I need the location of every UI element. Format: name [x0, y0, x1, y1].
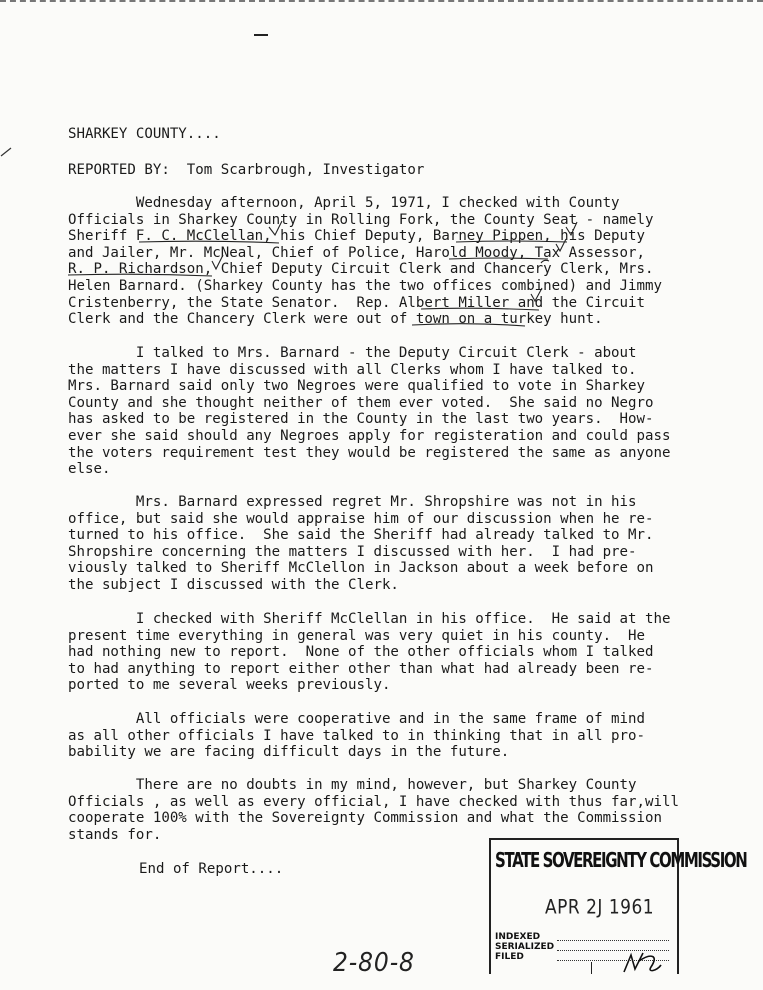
- text-line: Wednesday afternoon, April 5, 1971, I checked with County: [68, 195, 620, 211]
- text-line: Mrs. Barnard said only two Negroes were qualified to vote in Sharkey: [68, 378, 645, 395]
- text-line: the subject I discussed with the Clerk.: [68, 576, 399, 593]
- stamp-field-filed: FILED: [495, 952, 524, 962]
- text-line: Sheriff F. C. McClellan, his Chief Deputy, Barney Pippen, his Deputy: [68, 228, 645, 245]
- report-heading: SHARKEY COUNTY....: [68, 126, 221, 142]
- text-line: turned to his office. She said the Sheriff had already talked to Mr.: [68, 527, 654, 544]
- stamp-date: APR 2J 1961: [545, 896, 655, 919]
- text-line: stands for.: [68, 826, 162, 843]
- paragraph-cooperative: [68, 711, 728, 761]
- text-line: has asked to be registered in the County in the last two years. How-: [68, 411, 654, 428]
- paragraph-conclusion: [68, 777, 728, 843]
- margin-tick-mark: [0, 145, 12, 157]
- commission-received-stamp: [489, 838, 747, 974]
- text-line: as all other officials I have talked to in thinking that in all pro-: [68, 727, 645, 744]
- paragraph-barnard-interview: [68, 345, 728, 478]
- text-line: else.: [68, 461, 111, 478]
- paragraph-officials: [68, 195, 728, 328]
- text-line: the voters requirement test they would be registered the same as anyone: [68, 444, 671, 461]
- reported-by-line: REPORTED BY: Tom Scarbrough, Investigator: [68, 162, 425, 178]
- stray-mark: [254, 34, 268, 36]
- text-line: Cristenberry, the State Senator. Rep. Albert Miller and the Circuit: [68, 294, 645, 311]
- stamp-title: STATE SOVEREIGNTY COMMISSION: [495, 848, 747, 873]
- text-line: Mrs. Barnard expressed regret Mr. Shropshire was not in his: [68, 494, 637, 510]
- text-line: I checked with Sheriff McClellan in his office. He said at the: [68, 611, 671, 627]
- text-line: to had anything to report either other than what had already been re-: [68, 660, 654, 677]
- text-line: R. P. Richardson, Chief Deputy Circuit Clerk and Chancery Clerk, Mrs.: [68, 261, 654, 278]
- text-line: bability we are facing difficult days in the future.: [68, 744, 510, 761]
- paragraph-shropshire: [68, 494, 728, 594]
- text-line: Helen Barnard. (Sharkey County has the two offices combined) and Jimmy: [68, 277, 662, 294]
- text-line: I talked to Mrs. Barnard - the Deputy Circuit Clerk - about: [68, 345, 637, 361]
- text-line: ever she said should any Negroes apply for registeration and could pass: [68, 427, 671, 444]
- text-line: All officials were cooperative and in the same frame of mind: [68, 711, 645, 727]
- text-line: County and she thought neither of them ever voted. She said no Negro: [68, 394, 654, 411]
- text-line: There are no doubts in my mind, however, but Sharkey County: [68, 777, 637, 793]
- text-line: Officials in Sharkey County in Rolling Fork, the County Seat - namely: [68, 211, 654, 228]
- end-of-report: End of Report....: [139, 861, 284, 877]
- text-line: office, but said she would appraise him of our discussion when he re-: [68, 510, 654, 527]
- text-line: the matters I have discussed with all Clerks whom I have talked to.: [68, 361, 637, 378]
- text-line: and Jailer, Mr. McNeal, Chief of Police, Harold Moody, Tax Assessor,: [68, 244, 645, 261]
- text-line: cooperate 100% with the Sovereignty Commission and what the Commission: [68, 810, 662, 827]
- text-line: Shropshire concerning the matters I discussed with her. I had pre-: [68, 543, 637, 560]
- stamp-field-serialized: SERIALIZED: [495, 942, 554, 952]
- text-line: Clerk and the Chancery Clerk were out of town on a turkey hunt.: [68, 311, 603, 328]
- text-line: present time everything in general was very quiet in his county. He: [68, 627, 645, 644]
- text-line: viously talked to Sheriff McClellon in Jackson about a week before on: [68, 560, 654, 577]
- handwritten-file-number: 2-80-8: [333, 948, 415, 978]
- stamp-field-indexed: INDEXED: [495, 932, 540, 942]
- text-line: had nothing new to report. None of the other officials whom I talked: [68, 644, 654, 661]
- text-line: ported to me several weeks previously.: [68, 677, 391, 694]
- paragraph-sheriff: [68, 611, 728, 694]
- handwritten-initials: [621, 947, 663, 975]
- page-top-border: [0, 0, 763, 6]
- text-line: Officials , as well as every official, I have checked with thus far,will: [68, 793, 679, 810]
